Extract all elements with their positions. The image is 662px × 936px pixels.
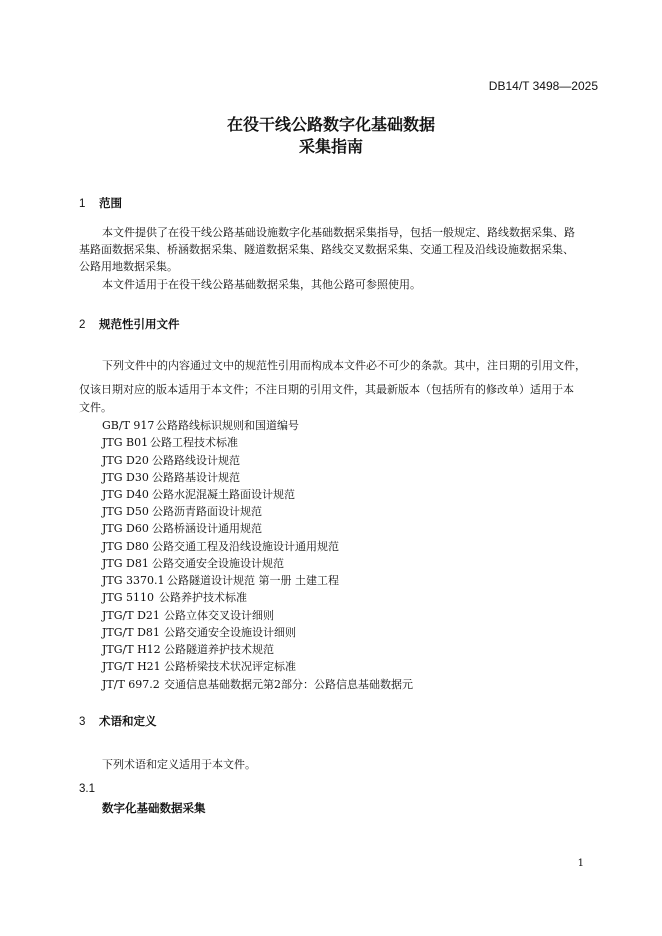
- reference-item: [102, 538, 339, 554]
- reference-code: JTG B01: [102, 436, 149, 449]
- reference-item: [102, 417, 299, 433]
- reference-title: 公路交通安全设施设计规范: [152, 557, 284, 570]
- scope-paragraph-1-line2: 基路面数据采集、桥涵数据采集、隧道数据采集、路线交叉数据采集、交通工程及沿线设施数据采集、: [79, 243, 574, 256]
- reference-code: JT/T 697.2: [102, 678, 160, 691]
- reference-code: JTG 3370.1: [102, 574, 165, 587]
- reference-code: JTG/T H12: [102, 643, 161, 656]
- reference-code: JTG D30: [102, 471, 149, 484]
- reference-title: 公路桥梁技术状况评定标准: [164, 660, 296, 673]
- reference-title: 公路路基设计规范: [152, 471, 240, 484]
- reference-item: [102, 658, 296, 674]
- reference-item: [102, 452, 240, 468]
- terms-intro: 下列术语和定义适用于本文件。: [102, 758, 256, 771]
- reference-item: [102, 486, 295, 502]
- reference-item: [102, 607, 274, 623]
- reference-code: JTG D60: [102, 522, 149, 535]
- document-title-line1: 在役干线公路数字化基础数据: [226, 115, 435, 134]
- reference-code: JTG/T D81: [102, 626, 160, 639]
- document-title-line2: 采集指南: [298, 137, 363, 156]
- reference-code: JTG D20: [102, 454, 149, 467]
- section-number: 3: [79, 716, 86, 728]
- reference-code: GB/T 917: [102, 419, 155, 432]
- page-number: 1: [577, 858, 584, 869]
- reference-title: 公路路线标识规则和国道编号: [156, 419, 299, 432]
- reference-code: JTG D40: [102, 488, 149, 501]
- reference-item: [102, 589, 247, 605]
- reference-item: [102, 624, 296, 640]
- reference-title: 公路养护技术标准: [159, 591, 247, 604]
- reference-item: [102, 520, 262, 536]
- section-number: 2: [79, 319, 86, 331]
- section-1-heading: [79, 195, 122, 211]
- section-title: 术语和定义: [99, 714, 157, 728]
- standard-code: DB14/T 3498—2025: [488, 79, 598, 93]
- scope-paragraph-2: 本文件适用于在役干线公路基础数据采集，其他公路可参照使用。: [102, 278, 421, 291]
- reference-title: 公路水泥混凝土路面设计规范: [152, 488, 295, 501]
- reference-title: 公路隧道养护技术规范: [164, 643, 274, 656]
- reference-title: 公路桥涵设计通用规范: [152, 522, 262, 535]
- subsection-title: 数字化基础数据采集: [102, 801, 206, 815]
- section-2-heading: [79, 316, 180, 332]
- reference-code: JTG 5110: [102, 591, 155, 604]
- reference-title: 公路工程技术标准: [150, 436, 238, 449]
- scope-paragraph-1-line3: 公路用地数据采集。: [79, 260, 178, 273]
- reference-item: [102, 572, 339, 588]
- references-intro-line3: 文件。: [79, 401, 112, 414]
- reference-title: 公路立体交叉设计细则: [164, 609, 274, 622]
- reference-code: JTG/T D21: [102, 609, 160, 622]
- reference-item: [102, 641, 274, 657]
- section-3-heading: [79, 713, 157, 729]
- reference-title: 交通信息基础数据元第2部分：公路信息基础数据元: [164, 678, 413, 691]
- section-title: 规范性引用文件: [99, 317, 180, 331]
- references-intro-line2: 仅该日期对应的版本适用于本文件；不注日期的引用文件，其最新版本（包括所有的修改单）适用于本: [79, 383, 574, 396]
- reference-title: 公路隧道设计规范 第一册 土建工程: [167, 574, 339, 587]
- reference-item: [102, 555, 284, 571]
- reference-title: 公路交通工程及沿线设施设计通用规范: [152, 540, 339, 553]
- reference-code: JTG D81: [102, 557, 149, 570]
- reference-code: JTG/T H21: [102, 660, 161, 673]
- reference-code: JTG D80: [102, 540, 149, 553]
- section-number: 1: [79, 198, 86, 210]
- reference-item: [102, 469, 240, 485]
- reference-title: 公路交通安全设施设计细则: [164, 626, 296, 639]
- reference-code: JTG D50: [102, 505, 149, 518]
- reference-item: [102, 676, 413, 692]
- reference-item: [102, 503, 262, 519]
- subsection-number: 3.1: [79, 783, 95, 795]
- reference-title: 公路沥青路面设计规范: [152, 505, 262, 518]
- section-title: 范围: [99, 196, 122, 210]
- scope-paragraph-1-line1: 本文件提供了在役干线公路基础设施数字化基础数据采集指导，包括一般规定、路线数据采集、路: [102, 226, 575, 239]
- reference-title: 公路路线设计规范: [152, 454, 240, 467]
- references-intro-line1: 下列文件中的内容通过文中的规范性引用而构成本文件必不可少的条款。其中，注日期的引用文件，: [102, 359, 586, 372]
- reference-item: [102, 434, 238, 450]
